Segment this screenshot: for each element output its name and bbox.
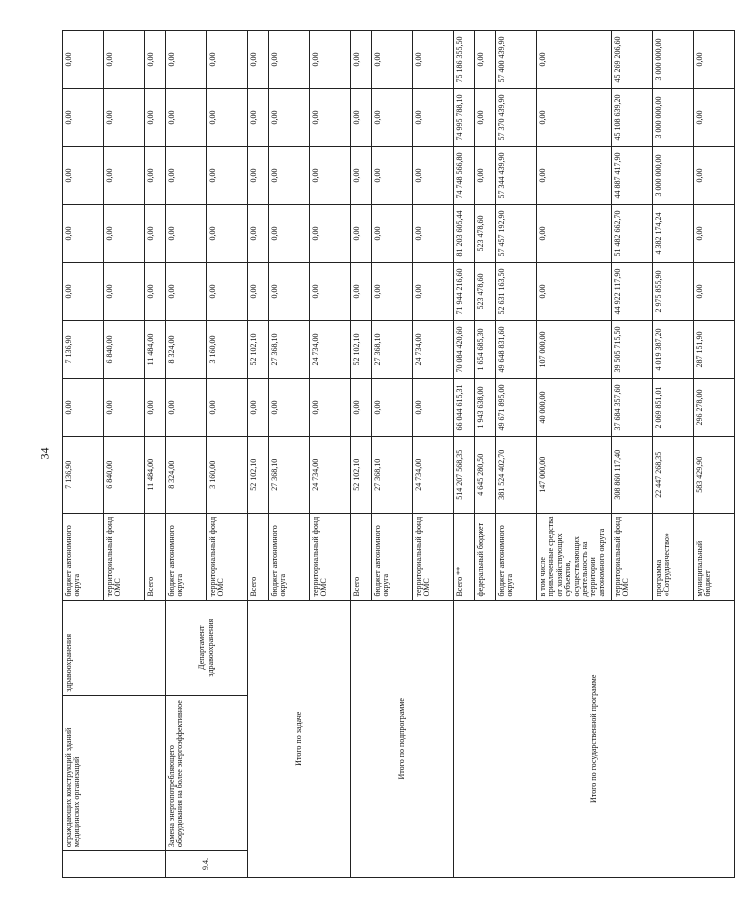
value-cell: 52 102,10	[248, 436, 269, 513]
measure-name-cell: Замена энергопотребляющего оборудования на более энергоэффективное	[166, 695, 248, 850]
value-cell: 147 000,00	[537, 436, 612, 513]
value-cell: 3 000 000,00	[653, 89, 694, 147]
value-cell: 24 734,00	[310, 320, 351, 378]
value-cell: 11 484,00	[145, 320, 166, 378]
value-cell: 24 734,00	[310, 436, 351, 513]
source-cell: территориальный фонд ОМС	[207, 513, 248, 600]
value-cell: 22 447 268,35	[653, 436, 694, 513]
value-cell: 57 344 439,90	[496, 147, 537, 205]
value-cell: 0,00	[413, 31, 454, 89]
value-cell: 0,00	[694, 147, 735, 205]
measure-name-cell: ограждающих конструкций зданий медицинских организаций	[63, 695, 166, 850]
value-cell: 0,00	[166, 263, 207, 321]
value-cell: 0,00	[248, 89, 269, 147]
value-cell: 0,00	[166, 378, 207, 436]
value-cell: 52 102,10	[351, 436, 372, 513]
value-cell: 7 136,90	[63, 436, 104, 513]
value-cell: 4 382 174,24	[653, 205, 694, 263]
value-cell: 74 995 788,10	[454, 89, 475, 147]
value-cell: 0,00	[269, 89, 310, 147]
value-cell: 66 044 615,31	[454, 378, 475, 436]
value-cell: 0,00	[351, 378, 372, 436]
value-cell: 0,00	[413, 263, 454, 321]
value-cell: 381 524 402,70	[496, 436, 537, 513]
value-cell: 0,00	[166, 89, 207, 147]
value-cell: 0,00	[248, 147, 269, 205]
value-cell: 0,00	[372, 378, 413, 436]
value-cell: 0,00	[537, 31, 612, 89]
source-cell: бюджет автономного округа	[166, 513, 207, 600]
value-cell: 0,00	[310, 147, 351, 205]
rotated-table-frame	[62, 30, 713, 878]
value-cell: 0,00	[475, 147, 496, 205]
value-cell: 308 860 117,40	[612, 436, 653, 513]
value-cell: 75 186 355,50	[454, 31, 475, 89]
value-cell: 0,00	[269, 263, 310, 321]
value-cell: 3 000 000,00	[653, 147, 694, 205]
value-cell: 0,00	[207, 89, 248, 147]
source-cell: федеральный бюджет	[475, 513, 496, 600]
value-cell: 1 654 685,30	[475, 320, 496, 378]
value-cell: 44 922 117,90	[612, 263, 653, 321]
source-cell: территориальный фонд ОМС	[413, 513, 454, 600]
value-cell: 0,00	[351, 89, 372, 147]
value-cell: 45 269 206,60	[612, 31, 653, 89]
value-cell: 0,00	[310, 31, 351, 89]
value-cell: 8 324,00	[166, 320, 207, 378]
value-cell: 27 368,10	[372, 436, 413, 513]
value-cell: 0,00	[537, 147, 612, 205]
value-cell: 0,00	[537, 89, 612, 147]
value-cell: 0,00	[694, 89, 735, 147]
value-cell: 0,00	[310, 378, 351, 436]
value-cell: 287 151,90	[694, 320, 735, 378]
value-cell: 0,00	[104, 31, 145, 89]
value-cell: 0,00	[104, 89, 145, 147]
value-cell: 0,00	[537, 263, 612, 321]
document-page	[62, 30, 713, 878]
source-cell: Всего	[145, 513, 166, 600]
value-cell: 52 102,10	[248, 320, 269, 378]
value-cell: 24 734,00	[413, 320, 454, 378]
table-row	[351, 31, 372, 878]
table-row	[454, 31, 475, 878]
value-cell: 0,00	[694, 31, 735, 89]
value-cell: 0,00	[63, 378, 104, 436]
value-cell: 81 203 605,44	[454, 205, 475, 263]
value-cell: 0,00	[207, 147, 248, 205]
value-cell: 0,00	[248, 378, 269, 436]
value-cell: 0,00	[145, 31, 166, 89]
table-row	[166, 31, 207, 878]
value-cell: 0,00	[104, 263, 145, 321]
value-cell: 0,00	[207, 31, 248, 89]
value-cell: 71 944 216,60	[454, 263, 475, 321]
source-cell: в том числе привлеченные средства от хозяйствующих субъектов, осуществляющих деятельность на территории автономного округа	[537, 513, 612, 600]
value-cell: 3 160,00	[207, 320, 248, 378]
value-cell: 0,00	[63, 31, 104, 89]
value-cell: 0,00	[413, 147, 454, 205]
value-cell: 70 084 420,60	[454, 320, 475, 378]
value-cell: 74 748 566,80	[454, 147, 475, 205]
value-cell: 57 457 192,90	[496, 205, 537, 263]
value-cell: 0,00	[145, 89, 166, 147]
value-cell: 6 840,00	[104, 320, 145, 378]
value-cell: 0,00	[269, 31, 310, 89]
executor-cell: Департамент здравоохранения	[166, 600, 248, 695]
value-cell: 0,00	[248, 263, 269, 321]
value-cell: 0,00	[248, 31, 269, 89]
source-cell: программа «Сотрудничество»	[653, 513, 694, 600]
value-cell: 4 645 280,50	[475, 436, 496, 513]
value-cell: 45 108 639,20	[612, 89, 653, 147]
value-cell: 27 368,10	[269, 436, 310, 513]
value-cell: 0,00	[63, 147, 104, 205]
value-cell: 0,00	[269, 205, 310, 263]
value-cell: 0,00	[104, 378, 145, 436]
value-cell: 0,00	[537, 205, 612, 263]
value-cell: 57 400 439,90	[496, 31, 537, 89]
value-cell: 0,00	[145, 147, 166, 205]
table-body	[63, 31, 735, 878]
value-cell: 0,00	[310, 89, 351, 147]
value-cell: 0,00	[413, 89, 454, 147]
value-cell: 514 207 568,35	[454, 436, 475, 513]
page-number: 34	[37, 447, 52, 460]
source-cell: бюджет автономного округа	[269, 513, 310, 600]
value-cell: 0,00	[351, 205, 372, 263]
source-cell: бюджет автономного округа	[496, 513, 537, 600]
value-cell: 37 684 357,60	[612, 378, 653, 436]
value-cell: 44 887 417,90	[612, 147, 653, 205]
value-cell: 1 943 638,00	[475, 378, 496, 436]
source-cell: территориальный фонд ОМС	[104, 513, 145, 600]
value-cell: 8 324,00	[166, 436, 207, 513]
value-cell: 0,00	[475, 89, 496, 147]
table-row	[63, 31, 104, 878]
value-cell: 0,00	[372, 263, 413, 321]
value-cell: 0,00	[166, 147, 207, 205]
value-cell: 52 102,10	[351, 320, 372, 378]
value-cell: 0,00	[413, 378, 454, 436]
executor-cell: здравоохранения	[63, 600, 166, 695]
value-cell: 0,00	[166, 205, 207, 263]
value-cell: 0,00	[694, 205, 735, 263]
value-cell: 40 000,00	[537, 378, 612, 436]
value-cell: 0,00	[63, 205, 104, 263]
source-cell: бюджет автономного округа	[63, 513, 104, 600]
source-cell: территориальный фонд ОМС	[310, 513, 351, 600]
value-cell: 11 484,00	[145, 436, 166, 513]
financing-table	[62, 30, 735, 878]
row-number-cell: 9.4.	[166, 851, 248, 878]
table-row	[248, 31, 269, 878]
value-cell: 0,00	[372, 205, 413, 263]
value-cell: 0,00	[104, 205, 145, 263]
subprogram-total-label: Итого по подпрограмме	[351, 600, 454, 877]
source-cell: территориальный фонд ОМС	[612, 513, 653, 600]
value-cell: 583 429,90	[694, 436, 735, 513]
value-cell: 0,00	[63, 263, 104, 321]
value-cell: 0,00	[351, 263, 372, 321]
value-cell: 0,00	[63, 89, 104, 147]
value-cell: 0,00	[207, 378, 248, 436]
value-cell: 0,00	[145, 378, 166, 436]
value-cell: 107 000,00	[537, 320, 612, 378]
value-cell: 0,00	[145, 263, 166, 321]
source-cell: бюджет автономного округа	[372, 513, 413, 600]
value-cell: 296 278,00	[694, 378, 735, 436]
value-cell: 523 478,60	[475, 263, 496, 321]
value-cell: 0,00	[372, 89, 413, 147]
value-cell: 0,00	[413, 205, 454, 263]
value-cell: 0,00	[351, 147, 372, 205]
source-cell: Всего	[351, 513, 372, 600]
value-cell: 0,00	[372, 31, 413, 89]
value-cell: 0,00	[104, 147, 145, 205]
value-cell: 39 505 715,50	[612, 320, 653, 378]
value-cell: 27 368,10	[372, 320, 413, 378]
value-cell: 49 671 895,00	[496, 378, 537, 436]
value-cell: 52 631 163,50	[496, 263, 537, 321]
row-number-cell	[63, 851, 166, 878]
value-cell: 0,00	[372, 147, 413, 205]
value-cell: 0,00	[351, 31, 372, 89]
source-cell: Всего **	[454, 513, 475, 600]
value-cell: 0,00	[694, 263, 735, 321]
value-cell: 0,00	[269, 378, 310, 436]
value-cell: 49 648 831,60	[496, 320, 537, 378]
value-cell: 0,00	[207, 205, 248, 263]
value-cell: 0,00	[248, 205, 269, 263]
value-cell: 24 734,00	[413, 436, 454, 513]
value-cell: 2 975 855,90	[653, 263, 694, 321]
value-cell: 0,00	[207, 263, 248, 321]
value-cell: 3 160,00	[207, 436, 248, 513]
source-cell: муниципальный бюджет	[694, 513, 735, 600]
value-cell: 0,00	[475, 31, 496, 89]
value-cell: 57 370 439,90	[496, 89, 537, 147]
value-cell: 0,00	[269, 147, 310, 205]
value-cell: 2 069 851,01	[653, 378, 694, 436]
source-cell: Всего	[248, 513, 269, 600]
value-cell: 27 368,10	[269, 320, 310, 378]
task-total-label: Итого по задаче	[248, 600, 351, 877]
value-cell: 6 840,00	[104, 436, 145, 513]
value-cell: 523 478,60	[475, 205, 496, 263]
value-cell: 4 019 387,20	[653, 320, 694, 378]
value-cell: 3 000 000,00	[653, 31, 694, 89]
state-program-total-label: Итого по государственной программе	[454, 600, 735, 877]
value-cell: 0,00	[166, 31, 207, 89]
value-cell: 0,00	[145, 205, 166, 263]
value-cell: 0,00	[310, 205, 351, 263]
value-cell: 7 136,90	[63, 320, 104, 378]
value-cell: 0,00	[310, 263, 351, 321]
value-cell: 51 482 662,70	[612, 205, 653, 263]
